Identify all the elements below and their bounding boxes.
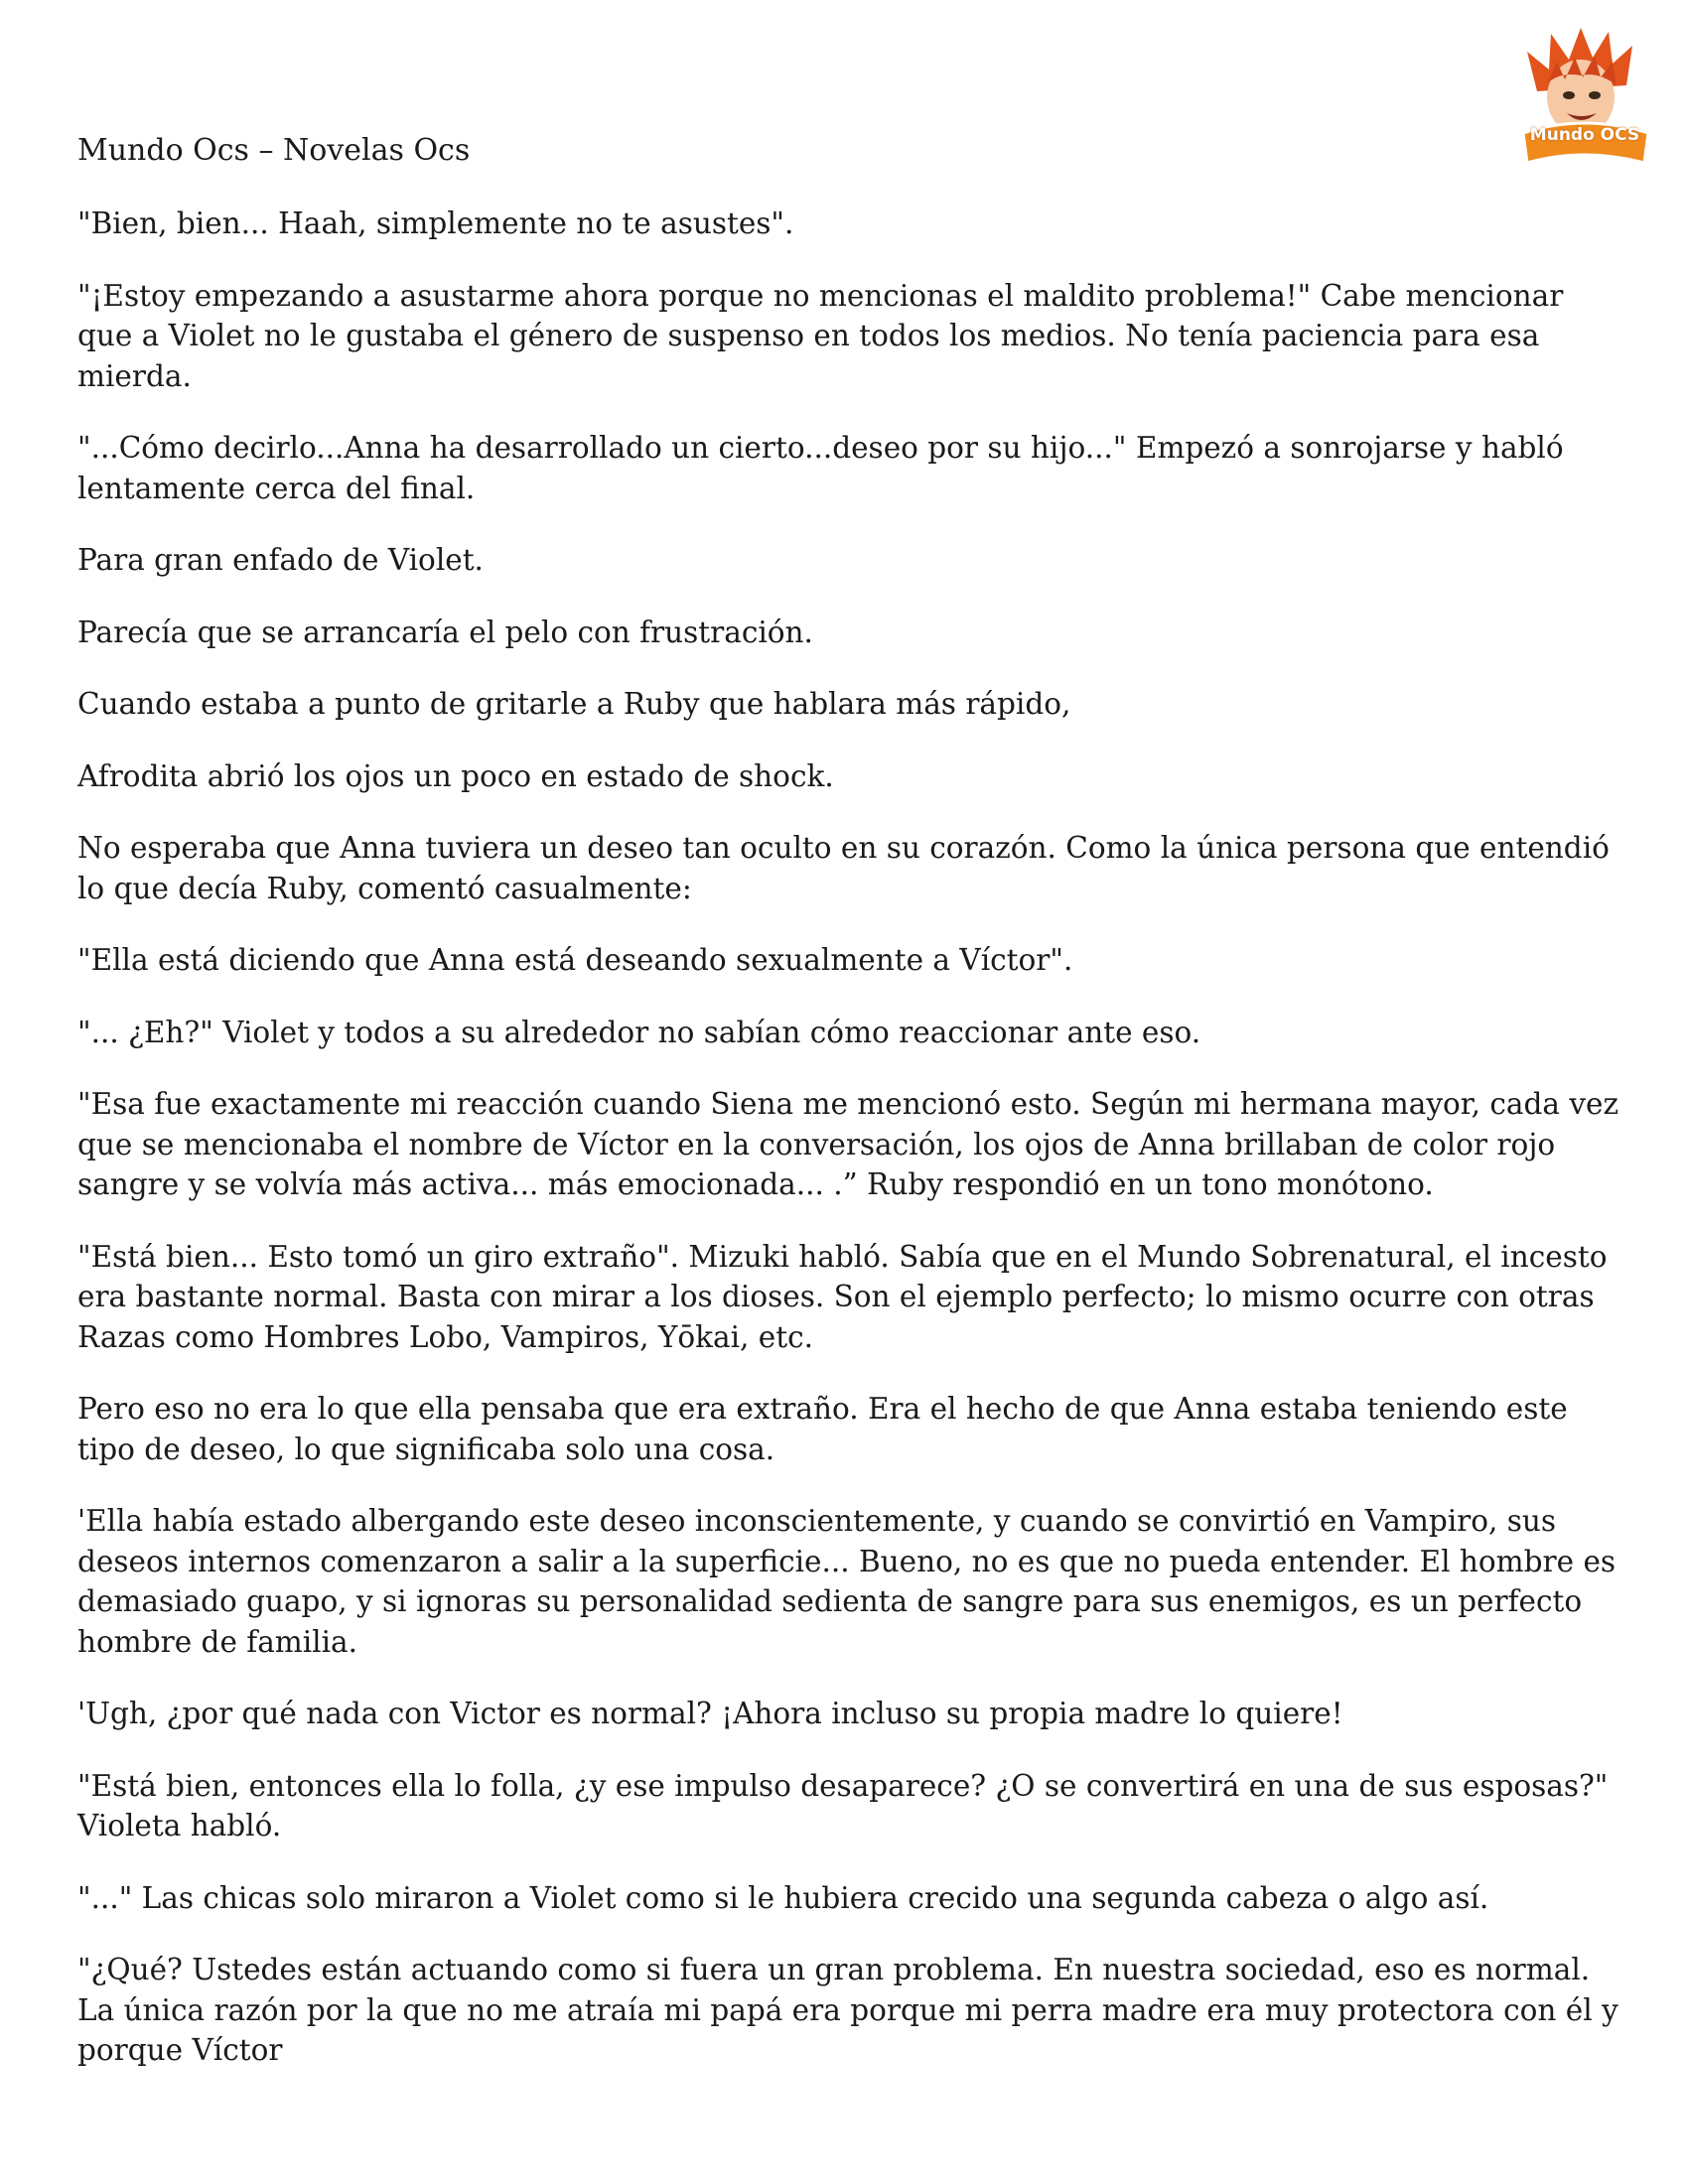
paragraph: Pero eso no era lo que ella pensaba que era extraño. Era el hecho de que Anna estaba teniendo este tipo de deseo, lo que significaba solo una cosa. [77,1392,1568,1466]
document-header: Mundo Ocs – Novelas Ocs [77,133,471,168]
paragraph: "Ella está diciendo que Anna está deseando sexualmente a Víctor". [77,943,1073,977]
paragraph: Para gran enfado de Violet. [77,543,484,577]
logo-text: Mundo OCS [1529,125,1640,145]
paragraph: "...Cómo decirlo...Anna ha desarrollado un cierto...deseo por su hijo..." Empezó a sonrojarse y habló lentamente cerca del final. [77,431,1564,505]
paragraph: "Está bien, entonces ella lo folla, ¿y ese impulso desaparece? ¿O se convertirá en una de sus esposas?" Violeta habló. [77,1768,1609,1843]
paragraph: "..." Las chicas solo miraron a Violet como si le hubiera crecido una segunda cabeza o algo así. [77,1880,1489,1915]
paragraph: "... ¿Eh?" Violet y todos a su alrededor no sabían cómo reaccionar ante eso. [77,1015,1201,1049]
paragraph: Afrodita abrió los ojos un poco en estado de shock. [77,758,834,793]
document-page [77,131,1626,2103]
paragraph: "Bien, bien... Haah, simplemente no te asustes". [77,206,794,240]
paragraph: Cuando estaba a punto de gritarle a Ruby que hablara más rápido, [77,687,1071,721]
paragraph: "¡Estoy empezando a asustarme ahora porque no mencionas el maldito problema!" Cabe mencionar que a Violet no le gustaba el género de suspenso en todos los medios. No tenía paciencia para esa mierda. [77,278,1564,393]
paragraph: 'Ugh, ¿por qué nada con Victor es normal? ¡Ahora incluso su propia madre lo quiere! [77,1697,1343,1730]
paragraph: "Está bien... Esto tomó un giro extraño". Mizuki habló. Sabía que en el Mundo Sobrenatural, el incesto era bastante normal. Basta con mirar a los dioses. Son el ejemplo perfecto; lo mismo ocurre con otras Razas como Hombres Lobo, Vampiros, Yōkai, etc. [77,1239,1608,1354]
paragraph: Parecía que se arrancaría el pelo con frustración. [77,614,813,649]
paragraph: No esperaba que Anna tuviera un deseo tan oculto en su corazón. Como la única persona que entendió lo que decía Ruby, comentó casualmente: [77,831,1610,905]
paragraph: "Esa fue exactamente mi reacción cuando Siena me mencionó esto. Según mi hermana mayor, cada vez que se mencionaba el nombre de Víctor en la conversación, los ojos de Anna brillaban de color rojo sangre y se volvía más activa... más emocionada... .” Ruby respondió en un tono monótono. [77,1087,1619,1201]
document-body [77,204,1626,2071]
paragraph: 'Ella había estado albergando este deseo inconscientemente, y cuando se convirtió en Vampiro, sus deseos internos comenzaron a salir a la superficie... Bueno, no es que no pueda entender. El hombre es demasiado guapo, y si ignoras su personalidad sedienta de sangre para sus enemigos, es un perfecto hombre de familia. [77,1504,1617,1659]
paragraph: "¿Qué? Ustedes están actuando como si fuera un gran problema. En nuestra sociedad, eso es normal. La única razón por la que no me atraía mi papá era porque mi perra madre era muy protectora con él y porque Víctor [77,1953,1618,2067]
